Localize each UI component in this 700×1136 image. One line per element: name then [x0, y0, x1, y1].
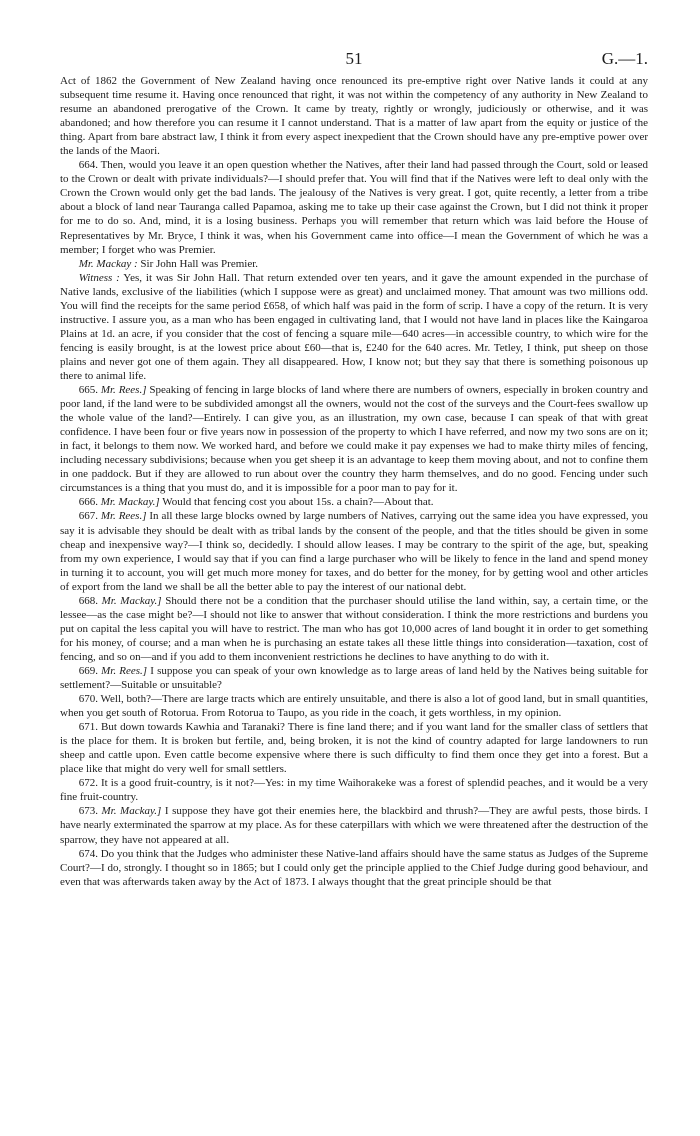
- paragraph: 667. Mr. Rees.] In all these large blocks owned by large numbers of Natives, carrying out the same idea you have expressed, you say it is advisable they should be dealt with as tribal lands by the consent of the people, and that the titles should be given in some cheap and inexpensive way?—I think so, decidedly. I should allow leases. I may be contrary to the spirit of the age, but, speaking from my own experience, I would say that if you can find a large purchaser who will be likely to fence in the land and spend money in turning it to account, you will get much more money for taxes, and do better for the money, for by getting wool and other articles of export from the land we shall be all the better able to pay the interest of our national debt.: [60, 510, 648, 593]
- question-number: 668.: [78, 594, 98, 607]
- paragraph: Mr. Mackay : Sir John Hall was Premier.: [78, 257, 259, 270]
- speaker-label: Mr. Mackay.]: [101, 594, 162, 607]
- question-number: 666.: [78, 496, 98, 509]
- paragraph: Act of 1862 the Government of New Zealand having once renounced its pre-emptive right over Native lands it could at any subsequent time resume it. Having once renounced that right, it was not within the competency of any authority in New Zealand to resume an abandoned prerogative of the Crown. It came by treaty, rightly or wrongly, judiciously or otherwise, and it was abandoned; and how therefore you can resume it I cannot understand. That is a matter of law apart from the equity or justice of the thing. Apart from bare abstract law, I think it from every aspect inexpedient that the Crown should have any pre-emptive power over the lands of the Maori.: [60, 75, 648, 158]
- speaker-label: Mr. Rees.]: [101, 664, 148, 677]
- document-body: [60, 74, 648, 889]
- paragraph: 665. Mr. Rees.] Speaking of fencing in large blocks of land where there are numbers of owners, especially in broken country and poor land, if the land were to be subdivided amongst all the owners, would not the cost of the surveys and the Court-fees swallow up the whole value of the land?—Entirely. I can give you, as an illustration, my own case, because I can speak of that with great confidence. I have been four or five years now in possession of the property to which I have referred, and now my two sons are on it; in fact, it belongs to them now. We worked hard, and before we could make it pay expenses we had to make thirty miles of fencing, including necessary subdivisions; because when you get sheep it is an advantage to keep them moving about, and not to confine them in one paddock. But if they are allowed to run about over the country they harm themselves, and do no good. Fencing under such circumstances is a thing that you must do, and it is impossible for a poor man to pay for it.: [60, 384, 648, 495]
- speaker-label: Mr. Mackay :: [78, 257, 138, 270]
- paragraph: 668. Mr. Mackay.] Should there not be a condition that the purchaser should utilise the land within, say, a certain time, or the lessee—as the case might be?—I should not like to answer that without consideration. I think the more restrictions and burdens you put on capital the less capital you will have to restrict. The man who has got 10,000 acres of land bought it in order to get something for his money, of course; and a man when he is purchasing an estate takes all these little things into consideration—taxation, cost of fencing, and so on—and if you add to them inconvenient restrictions he declines to have anything to do with it.: [60, 594, 649, 663]
- speaker-label: Mr. Rees.]: [100, 384, 147, 397]
- paragraph: 664. Then, would you leave it an open question whether the Natives, after their land had passed through the Court, sold or leased to the Crown or dealt with private individuals?—I should prefer that. You will find that if the Natives were left to deal only with the Crown the Crown would only get the bad lands. The jealousy of the Natives is very great. I got, quite recently, a letter from a tribe about a block of land near Tauranga called Papamoa, asking me to take up their case against the Crown, but I did not think it proper for me to do so. And, mind, it is a losing business. Perhaps you will remember that return which was laid before the House of Representatives by Mr. Bryce, I think it was, when his Government came into office—I mean the Government of which he was a member; I forget who was Premier.: [60, 159, 648, 256]
- speaker-label: Mr. Rees.]: [100, 510, 147, 523]
- question-number: 673.: [78, 805, 98, 818]
- paragraph: 671. But down towards Kawhia and Taranaki? There is fine land there; and if you want land for the smaller class of settlers that is the place for them. It is broken but fertile, and, being broken, it is not the kind of country adapted for large landowners to run sheep and cattle upon. Even cattle become expensive where there is such difficulty to find them once they get into a forest. But a place like that might do very well for small settlers.: [60, 721, 648, 776]
- paragraph: 674. Do you think that the Judges who administer these Native-land affairs should have the same status as Judges of the Supreme Court?—I do, strongly. I thought so in 1865; but I could only get the principle applied to the Chief Judge during good behaviour, and even that was afterwards taken away by the Act of 1873. I always thought that the great principle should be that: [60, 847, 648, 888]
- speaker-label: Mr. Mackay.]: [100, 496, 160, 509]
- question-number: 667.: [78, 510, 98, 523]
- question-number: 669.: [78, 664, 98, 677]
- paragraph: Witness : Yes, it was Sir John Hall. That return extended over ten years, and it gave the amount expended in the purchase of Native lands, exclusive of the liabilities (which I suppose were as great) and unclaimed money. That amount was two millions odd. You will find the receipts for the same period £658, of which half was paid in the form of scrip. I have a copy of the return. It is very instructive. I assure you, as a man who has been engaged in cultivating land, that I would not have land in places like the Kaingaroa Plains at 1d. an acre, if you consider that the cost of fencing a square mile—640 acres—in accessible country, to which wire for the fencing is easily brought, is at the lowest price about £60—that is, £240 for the 640 acres. Mr. Tetley, I think, put sheep on those plains and never got one of them again. They all disappeared. How, I know not; but they say that there is something poisonous up there to animal life.: [60, 271, 648, 382]
- paragraph: 666. Mr. Mackay.] Would that fencing cost you about 15s. a chain?—About that.: [78, 496, 434, 509]
- question-number: 665.: [78, 384, 98, 397]
- page-header: [60, 49, 648, 74]
- speaker-label: Mr. Mackay.]: [101, 805, 162, 818]
- paragraph: 672. It is a good fruit-country, is it not?—Yes: in my time Waihorakeke was a forest of splendid peaches, and it would be a very fine fruit-country.: [60, 777, 648, 804]
- page-number: 51: [345, 49, 363, 68]
- paragraph: 673. Mr. Mackay.] I suppose they have got their enemies here, the blackbird and thrush?—They are awful pests, those birds. I have nearly exterminated the sparrow at my place. As for these caterpillars with which we were threatened after the destruction of the sparrow, they have not appeared at all.: [60, 805, 648, 846]
- paragraph: 670. Well, both?—There are large tracts which are entirely unsuitable, and there is also a lot of good land, but in small quantities, when you get south of Rotorua. From Rotorua to Taupo, as you ride in the coach, it gets worthless, in my opinion.: [60, 693, 648, 720]
- paragraph: 669. Mr. Rees.] I suppose you can speak of your own knowledge as to large areas of land held by the Natives being suitable for settlement?—Suitable or unsuitable?: [60, 664, 649, 692]
- speaker-label: Witness :: [78, 271, 120, 284]
- page-reference: G.—1.: [601, 49, 648, 68]
